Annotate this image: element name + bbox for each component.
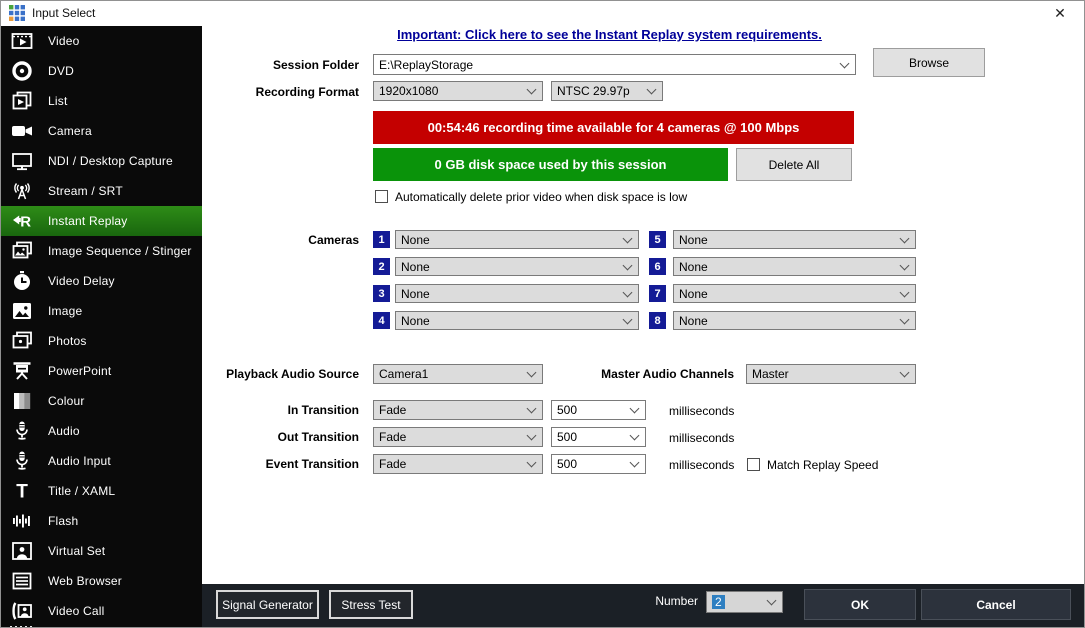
camera-2-select[interactable] [395,257,639,276]
colour-swatch-icon [10,389,34,413]
master-audio-channels-value: Master [752,367,789,381]
in-transition-label: In Transition [287,403,359,417]
sidebar-item-label: Video Call [48,604,105,618]
sidebar-item-label: Stream / SRT [48,184,123,198]
number-label: Number [655,594,698,608]
monitor-icon [10,149,34,173]
microphone-icon [10,419,34,443]
in-transition-effect-select-value: Fade [379,403,407,417]
virtual-set-icon [10,539,34,563]
camera-6-badge: 6 [649,258,666,275]
chevron-down-icon [900,233,910,243]
delete-all-button[interactable]: Delete All [736,148,852,181]
chevron-down-icon [527,85,537,95]
sidebar-item-flash[interactable] [1,506,202,536]
event-transition-effect-select-value: Fade [379,457,407,471]
out-transition-duration-select[interactable] [551,427,646,447]
session-folder-select[interactable] [373,54,856,75]
chevron-down-icon [623,233,633,243]
sidebar-item-photos[interactable] [1,326,202,356]
sidebar-item-instant-replay[interactable] [1,206,202,236]
camera-5-select[interactable] [673,230,916,249]
chevron-down-icon [630,431,640,441]
sidebar-item-label: Photos [48,334,87,348]
sidebar-item-label: Camera [48,124,92,138]
sidebar-item-stream-srt[interactable] [1,176,202,206]
sidebar-item-web-browser[interactable] [1,566,202,596]
event-transition-label: Event Transition [265,457,359,471]
sidebar-item-ndi-desktop-capture[interactable] [1,146,202,176]
sidebar-item-title-xaml[interactable] [1,476,202,506]
chevron-down-icon [527,458,537,468]
resolution-value: 1920x1080 [379,84,439,98]
chevron-down-icon [900,287,910,297]
browser-icon [10,569,34,593]
playback-audio-source-label: Playback Audio Source [226,367,359,381]
milliseconds-label: milliseconds [669,458,735,472]
master-audio-channels-label: Master Audio Channels [601,367,734,381]
in-transition-duration-select[interactable] [551,400,646,420]
window-title: Input Select [32,6,96,20]
event-transition-duration-select[interactable] [551,454,646,474]
chevron-down-icon [630,404,640,414]
photos-icon [10,329,34,353]
list-icon [10,89,34,113]
sidebar-item-label: PowerPoint [48,364,112,378]
browse-button[interactable]: Browse [873,48,985,77]
auto-delete-checkbox[interactable] [375,190,388,203]
camera-5-select-value: None [679,232,708,247]
sidebar-item-video-delay[interactable] [1,266,202,296]
sidebar-item-virtual-set[interactable] [1,536,202,566]
chevron-down-icon [623,287,633,297]
microphone-icon [10,449,34,473]
camera-3-select-value: None [401,286,430,301]
camera-icon [10,119,34,143]
recording-format-label: Recording Format [255,85,359,99]
image-stack-icon [10,239,34,263]
camera-1-select[interactable] [395,230,639,249]
video-icon [10,29,34,53]
close-icon[interactable]: ✕ [1054,5,1066,21]
ok-button[interactable]: OK [804,589,916,620]
sidebar-item-label: Web Browser [48,574,123,588]
event-transition-effect-select[interactable] [373,454,543,474]
disk-usage-banner: 0 GB disk space used by this session [373,148,728,181]
camera-8-badge: 8 [649,312,666,329]
sidebar-item-camera[interactable] [1,116,202,146]
sidebar-item-label: Virtual Set [48,544,106,558]
system-requirements-link[interactable]: Important: Click here to see the Instant Replay system requirements. [397,27,822,42]
sidebar-item-label: List [48,94,68,108]
dvd-icon [10,59,34,83]
chevron-down-icon [647,85,657,95]
out-transition-effect-select[interactable] [373,427,543,447]
resolution-select[interactable] [373,81,543,101]
sidebar-item-label: NDI / Desktop Capture [48,154,173,168]
camera-4-select-value: None [401,313,430,328]
sidebar-item-label: Flash [48,514,79,528]
out-transition-label: Out Transition [277,430,359,444]
recording-time-banner: 00:54:46 recording time available for 4 cameras @ 100 Mbps [373,111,854,144]
milliseconds-label: milliseconds [669,404,735,418]
video-call-icon [10,599,34,623]
cancel-button[interactable]: Cancel [921,589,1071,620]
svg-text:R: R [20,213,32,231]
milliseconds-label: milliseconds [669,431,735,445]
playback-audio-source-value: Camera1 [379,367,429,381]
stress-test-button[interactable]: Stress Test [329,590,413,619]
title-bar [1,1,1084,26]
sidebar-item-label: Instant Replay [48,214,128,228]
camera-2-badge: 2 [373,258,390,275]
camera-5-badge: 5 [649,231,666,248]
image-icon [10,299,34,323]
chevron-down-icon [623,260,633,270]
camera-4-badge: 4 [373,312,390,329]
presentation-icon [10,359,34,383]
out-transition-duration-select-value: 500 [557,430,578,444]
in-transition-effect-select[interactable] [373,400,543,420]
frame-rate-value: NTSC 29.97p [557,84,630,98]
chevron-down-icon [630,458,640,468]
vmix-logo-icon [9,5,25,21]
session-folder-value: E:\ReplayStorage [379,57,474,72]
sidebar-item-image[interactable] [1,296,202,326]
sidebar-item-label: Video Delay [48,274,115,288]
signal-generator-button[interactable]: Signal Generator [216,590,319,619]
chevron-down-icon [767,596,777,606]
out-transition-effect-select-value: Fade [379,430,407,444]
camera-2-select-value: None [401,259,430,274]
chevron-down-icon [527,431,537,441]
camera-7-badge: 7 [649,285,666,302]
camera-6-select-value: None [679,259,708,274]
sidebar-item-label: Title / XAML [48,484,116,498]
camera-1-badge: 1 [373,231,390,248]
sidebar-item-label: Audio [48,424,80,438]
sidebar-item-label: DVD [48,64,74,78]
sidebar-item-label: Audio Input [48,454,111,468]
input-type-sidebar [1,26,202,628]
camera-6-select[interactable] [673,257,916,276]
chevron-down-icon [900,260,910,270]
camera-3-badge: 3 [373,285,390,302]
camera-7-select[interactable] [673,284,916,303]
chevron-down-icon [900,368,910,378]
auto-delete-label: Automatically delete prior video when disk space is low [395,190,688,204]
match-replay-speed-checkbox[interactable] [747,458,760,471]
in-transition-duration-select-value: 500 [557,403,578,417]
sidebar-item-label: Image Sequence / Stinger [48,244,192,258]
clock-icon [10,269,34,293]
sidebar-item-label: Colour [48,394,85,408]
chevron-down-icon [527,404,537,414]
event-transition-duration-select-value: 500 [557,457,578,471]
number-select[interactable] [706,591,783,613]
chevron-down-icon [623,314,633,324]
number-value: 2 [712,595,725,609]
camera-4-select[interactable] [395,311,639,330]
waveform-icon [10,509,34,533]
sidebar-item-video[interactable] [1,26,202,56]
camera-3-select[interactable] [395,284,639,303]
session-folder-label: Session Folder [272,58,359,72]
camera-8-select-value: None [679,313,708,328]
master-audio-channels-select[interactable] [746,364,916,384]
title-t-icon [10,479,34,503]
sidebar-item-label: Video [48,34,80,48]
antenna-icon [10,179,34,203]
replay-icon [10,209,34,233]
camera-1-select-value: None [401,232,430,247]
match-replay-speed-label: Match Replay Speed [767,458,879,472]
camera-8-select[interactable] [673,311,916,330]
chevron-down-icon [840,58,850,68]
cameras-label: Cameras [308,233,359,247]
camera-7-select-value: None [679,286,708,301]
sidebar-item-label: Image [48,304,83,318]
frame-rate-select[interactable] [551,81,663,101]
sidebar-item-video-call[interactable] [1,596,202,626]
svg-text:T: T [16,481,28,503]
chevron-down-icon [900,314,910,324]
